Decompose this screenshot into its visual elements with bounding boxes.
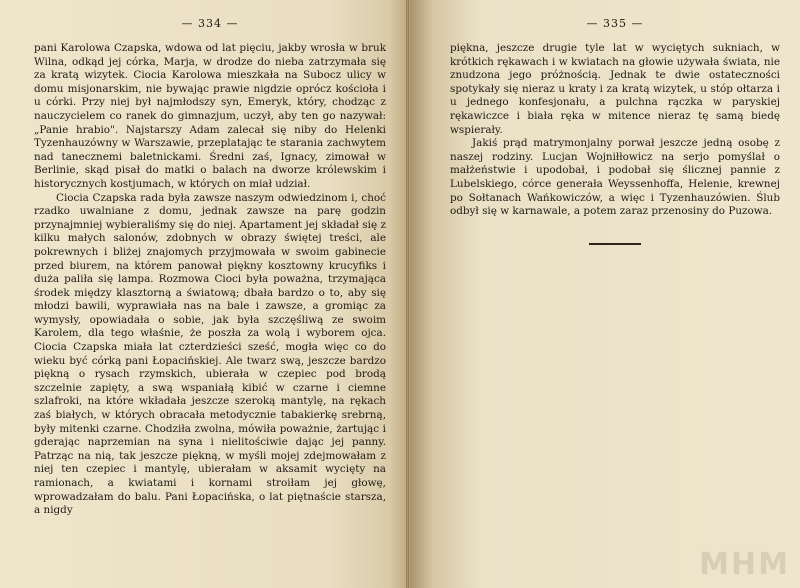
watermark: MHM <box>699 547 790 582</box>
left-paragraph-1: pani Karolowa Czapska, wdowa od lat pięciu, jakby wrosła w bruk Wilna, odkąd jej córka, Marja, w drodze do nieba zatrzymała się za kratą wizytek. Ciocia Karolowa mieszkała na Subocz ulicy w domu misjonarskim, nie bywając prawie nigdzie oprócz kościoła i u córki. Przy niej był najmłodszy syn, Emeryk, który, chodząc z nauczycielem co ranek do gimnazjum, uczył, aby ten go nazywał: „Panie hrabio". Najstarszy Adam zalecał się niby do Helenki Tyzenhauzówny w Warszawie, przeplatając te starania zachwytem nad tanecznemi baletnickami. Średni zaś, Ignacy, zimował w Berlinie, skąd pisał do matki o balach na dworze królewskim i historycznych kostjumach, w których on miał udział. <box>34 42 386 190</box>
left-page-number: — 334 — <box>181 17 239 30</box>
right-paragraph-2: Jakiś prąd matrymonjalny porwał jeszcze jedną osobę z naszej rodziny. Lucjan Wojniłłowicz na serjo pomyślał o małżeństwie i upodobał, i podobał się ślicznej pannie z Lubelskiego, córce generała Weyssenhoffa, Helenie, krewnej po Sołtanach Wańkowiczów, a więc i Tyzenhauzówien. Ślub odbył się w karnawale, a potem zaraz przenosiny do Puzowa. <box>450 137 780 218</box>
right-page-number: — 335 — <box>586 17 644 30</box>
left-paragraph-2: Ciocia Czapska rada była zawsze naszym odwiedzinom i, choć rzadko uwalniane z domu, jednak zawsze na parę godzin przynajmniej wybieraliśmy się do niej. Apartament jej składał się z kilku małych salonów, zdobnych w obrazy świętej treści, ale pokrewnych i bliżej znajomych przyjmowała w swoim gabinecie przed biurem, na którem panował piękny kosztowny krucyfiks i duża paliła się lampa. Rozmowa Cioci była poważna, trzymająca środek między klasztorną a światową; dbała bardzo o to, aby się młodzi bawili, wyprawiała nas na bale i zawsze, a gromiąc za wymysły, opowiadała o sobie, jak była szczęśliwą ze swoim Karolem, dla tego właśnie, że poszła za wolą i wyborem ojca. Ciocia Czapska miała lat czterdzieści sześć, mogła więc co do wieku być córką pani Łopacińskiej. Ale twarz swą, jeszcze bardzo piękną o rysach rzymskich, ubierała w czepiec pod brodą szczelnie zapięty, a swą wspaniałą kibić w czarne i ciemne szlafroki, na które wkładała jeszcze szeroką mantylę, na rękach zaś białych, w których obracała metodycznie tabakierkę srebrną, były mitenki czarne. Chodziła zwolna, mówiła poważnie, żartując i gderając naprzemian na syna i nielitościwie dając jej panny. Patrząc na nią, tak jeszcze piękną, w myśli mojej zdejmowałam z niej ten czepiec i mantylę, ubierałam w aksamit wycięty na ramionach, a kwiatami i kornami stroiłam jej głowę, wprowadzałam do balu. Pani Łopacińska, o lat piętnaście starsza, a nigdy <box>34 191 386 517</box>
right-page <box>410 0 800 588</box>
section-divider-rule <box>589 243 641 245</box>
right-paragraph-1: piękna, jeszcze drugie tyle lat w wyciętych sukniach, w krótkich rękawach i w kwiatach na głowie używała świata, nie znudzona jego próżnością. Jednak te dwie ostateczności spotykały się nieraz u kraty i za kratą wizytek, u stóp ołtarza i u jednego konfesjonału, a pulchna rączka w paryskiej rękawiczce i biała ręka w mitence nieraz tę samą biedę wspierały. <box>450 42 780 136</box>
book-gutter <box>406 0 409 588</box>
